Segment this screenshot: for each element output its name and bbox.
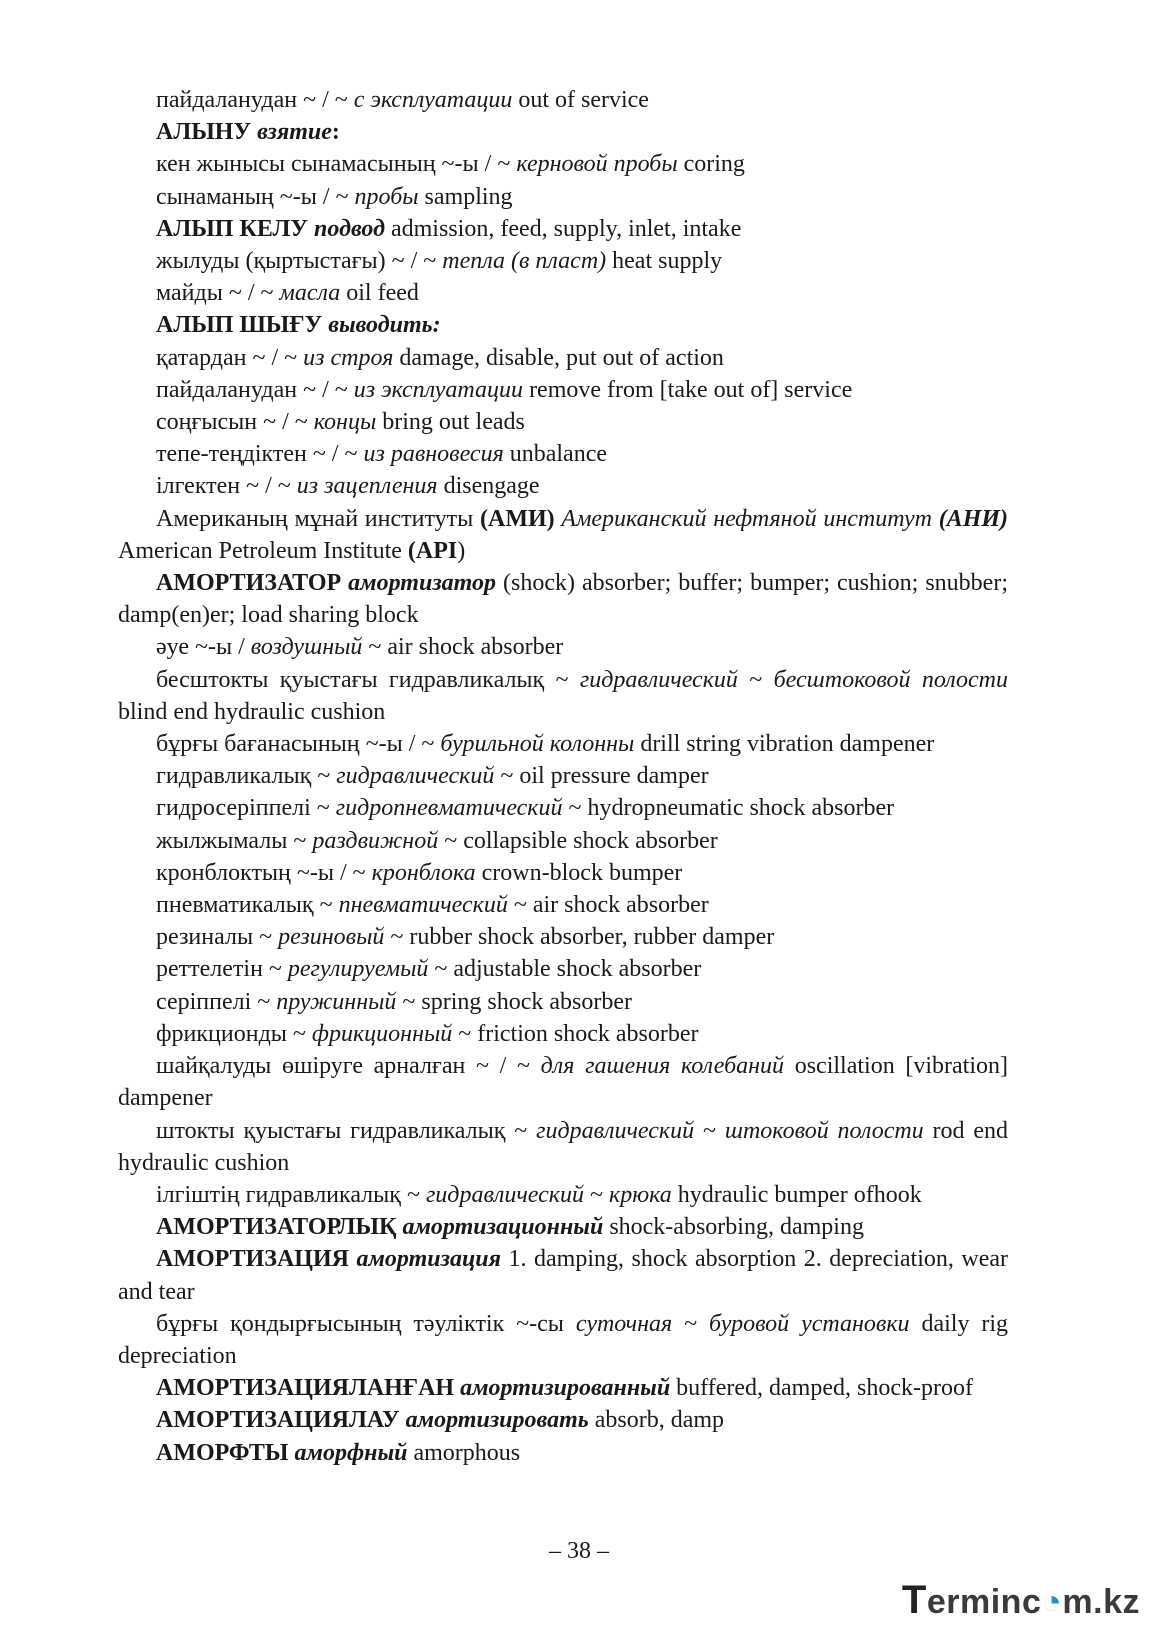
entry-text: damage, disable, put out of action (393, 344, 724, 371)
entry-text: rod end hydraulic cushion (118, 1117, 1009, 1176)
watermark-suffix: m.kz (1062, 1583, 1140, 1621)
entry-text: ) (457, 537, 466, 564)
entry-text: бұрғы бағанасының ~-ы / ~ (156, 731, 441, 758)
entry-text: ~ (694, 1117, 725, 1144)
entry-russian-term: крюка (608, 1181, 672, 1208)
entry-headword: АМОРТИЗАЦИЯЛАУ (156, 1407, 406, 1434)
entry-headword: (АМИ) (480, 505, 555, 532)
entry-text: бұрғы қондырғысының тәуліктік ~-сы (156, 1310, 576, 1337)
entry-headword: АМОРТИЗАТОРЛЫҚ (156, 1214, 403, 1241)
entry-russian-term: концы (313, 409, 377, 436)
entry-text: фрикционды ~ (156, 1020, 312, 1047)
dictionary-entry (118, 374, 1008, 406)
entry-text: әуе ~-ы / (156, 634, 251, 661)
entry-headword: АМОРТИЗАЦИЯ (156, 1246, 357, 1273)
dictionary-entry (118, 1243, 1008, 1307)
entry-headword: АМОРТИЗАТОР (156, 570, 349, 597)
entry-headword: подвод (314, 215, 385, 242)
entry-text: реттелетін ~ (156, 956, 288, 983)
entry-text: ~ (737, 666, 774, 693)
entry-headword: (API (407, 537, 458, 564)
entry-text: ілгіштің гидравликалық ~ (156, 1181, 426, 1208)
dictionary-entry (118, 245, 1008, 277)
entry-russian-term: раздвижной (312, 827, 439, 854)
entry-russian-term: из эксплуатации (353, 376, 524, 403)
entry-text: сынаманың ~-ы / ~ (156, 183, 355, 210)
dictionary-entry (118, 277, 1008, 309)
entry-text: bring out leads (376, 409, 525, 436)
dictionary-entry (118, 728, 1008, 760)
entry-text: 1. damping, shock absorption 2. depreciation, wear and tear (118, 1246, 1008, 1305)
entry-russian-term: гидравлический (579, 666, 738, 693)
entry-headword: АЛЫНУ (156, 119, 258, 146)
entry-headword: АЛЫП ШЫҒУ (156, 312, 329, 339)
entry-russian-term: тепла (в пласт) (442, 248, 607, 275)
dictionary-entry (118, 1115, 1008, 1179)
entry-text: пневматикалық ~ (156, 892, 339, 919)
entry-text: ~ (672, 1310, 709, 1337)
dictionary-entry (118, 342, 1008, 374)
entry-text: ~ air shock absorber (507, 892, 709, 919)
entry-russian-term: воздушный (250, 634, 363, 661)
entry-headword: амортизационный (402, 1214, 604, 1241)
entry-text: hydraulic bumper ofhook (671, 1181, 922, 1208)
dictionary-entry (118, 825, 1008, 857)
entry-text: майды ~ / ~ (156, 280, 280, 307)
dictionary-entry (118, 1211, 1008, 1243)
dictionary-entry (118, 438, 1008, 470)
entry-headword: АМОРТИЗАЦИЯЛАНҒАН (156, 1375, 461, 1402)
entry-text: пайдаланудан ~ / ~ (156, 376, 354, 403)
entry-text: ілгектен ~ / ~ (156, 473, 297, 500)
entry-russian-term: гидравлический (536, 1117, 695, 1144)
entry-text: unbalance (503, 441, 607, 468)
dictionary-entry (118, 921, 1008, 953)
entry-text: жылжымалы ~ (156, 827, 313, 854)
entry-russian-term: фрикционный (311, 1020, 453, 1047)
entry-headword: аморфный (294, 1439, 408, 1466)
entry-text: remove from [take out of] service (523, 376, 853, 403)
dictionary-entry (118, 309, 1008, 341)
entry-russian-term: гидравлический (425, 1181, 584, 1208)
entry-text: ~ friction shock absorber (452, 1020, 699, 1047)
entry-text: соңғысын ~ / ~ (156, 409, 314, 436)
dictionary-entry (118, 889, 1008, 921)
dictionary-entry (118, 181, 1008, 213)
dictionary-entry (118, 148, 1008, 180)
dictionary-entry (118, 470, 1008, 502)
entry-text: daily rig depreciation (118, 1310, 1009, 1369)
entry-text: Американың мұнай институты (156, 505, 481, 532)
entry-text: жылуды (қыртыстағы) ~ / ~ (156, 248, 443, 275)
entry-headword: амортизировать (405, 1407, 589, 1434)
entry-russian-term: суточная (575, 1310, 673, 1337)
entry-text: бесштокты қуыстағы гидравликалық ~ (156, 666, 580, 693)
entry-russian-term: керновой пробы (516, 151, 678, 178)
entry-text: oscillation [vibration] dampener (118, 1053, 1009, 1112)
entry-headword: АЛЫП КЕЛУ (156, 215, 315, 242)
watermark-swoosh-icon: ◔ (1041, 1583, 1063, 1621)
entry-text: coring (677, 151, 745, 178)
entry-russian-term: бесштоковой полости (773, 666, 1008, 693)
entry-russian-term: буровой установки (708, 1310, 910, 1337)
entry-russian-term: гидравлический (336, 763, 495, 790)
entry-russian-term: резиновый (278, 924, 385, 951)
dictionary-entry (118, 1308, 1008, 1372)
entry-text: ~ adjustable shock absorber (428, 956, 702, 983)
entry-russian-term: пружинный (276, 988, 397, 1015)
dictionary-entry (118, 857, 1008, 889)
termincom-watermark-logo (902, 1578, 1140, 1623)
entry-headword: : (331, 119, 340, 146)
entry-text: ~ oil pressure damper (494, 763, 709, 790)
entry-russian-term: Американский нефтяной институт (561, 505, 939, 532)
entry-text: серіппелі ~ (156, 988, 277, 1015)
entry-russian-term: из зацепления (296, 473, 438, 500)
dictionary-entry (118, 986, 1008, 1018)
entry-russian-term: бурильной колонны (440, 731, 635, 758)
entry-text: (shock) absorber; buffer; bumper; cushion; snubber; damp(en)er; load sharing block (118, 570, 1008, 629)
dictionary-entry (118, 631, 1008, 663)
dictionary-entry (118, 1050, 1008, 1114)
entry-text: резиналы ~ (156, 924, 279, 951)
entry-russian-term: кронблока (371, 859, 476, 886)
dictionary-entry (118, 1018, 1008, 1050)
entry-russian-term: масла (279, 280, 341, 307)
entry-text: absorb, damp (588, 1407, 725, 1434)
entry-russian-term: штоковой полости (724, 1117, 924, 1144)
entry-headword: выводить: (328, 312, 441, 339)
entry-headword: амортизация (356, 1246, 502, 1273)
entry-text: кен жынысы сынамасының ~-ы / ~ (156, 151, 517, 178)
entry-text: disengage (437, 473, 540, 500)
entry-text: admission, feed, supply, inlet, intake (384, 215, 742, 242)
dictionary-entry (118, 84, 1008, 116)
entry-text: тепе-теңдіктен ~ / ~ (156, 441, 364, 468)
entry-russian-term: гидропневматический (335, 795, 563, 822)
entry-text: штокты қуыстағы гидравликалық ~ (156, 1117, 537, 1144)
dictionary-entry (118, 953, 1008, 985)
entry-text: гидросеріппелі ~ (156, 795, 336, 822)
entry-text: heat supply (606, 248, 723, 275)
dictionary-entry (118, 1179, 1008, 1211)
entry-text: crown-block bumper (475, 859, 683, 886)
entry-text: ~ spring shock absorber (396, 988, 632, 1015)
entry-russian-term: из строя (303, 344, 394, 371)
entry-russian-term: пробы (354, 183, 419, 210)
entry-text: buffered, damped, shock-proof (670, 1375, 973, 1402)
entry-text: ~ (584, 1181, 609, 1208)
dictionary-entry (118, 1404, 1008, 1436)
entry-text: қатардан ~ / ~ (156, 344, 304, 371)
entry-russian-term: пневматический (338, 892, 508, 919)
dictionary-entry (118, 503, 1008, 567)
entry-text: кронблоктың ~-ы / ~ (156, 859, 372, 886)
dictionary-entry (118, 1437, 1008, 1469)
entry-text: ~ hydropneumatic shock absorber (562, 795, 895, 822)
entry-text: blind end hydraulic cushion (118, 698, 386, 725)
entry-headword: взятие (257, 119, 332, 146)
watermark-middle: erminc (926, 1583, 1042, 1621)
entry-text: sampling (418, 183, 513, 210)
dictionary-entry (118, 1372, 1008, 1404)
entry-text: гидравликалық ~ (156, 763, 337, 790)
entry-russian-term: из равновесия (363, 441, 504, 468)
entry-text: ~ rubber shock absorber, rubber damper (384, 924, 775, 951)
page-number: – 38 – (549, 1538, 609, 1564)
dictionary-entry (118, 760, 1008, 792)
entry-text: пайдаланудан ~ / ~ (156, 87, 354, 113)
dictionary-entries (118, 84, 1008, 1469)
dictionary-entry (118, 664, 1008, 728)
entry-headword: амортизированный (460, 1375, 671, 1402)
entry-text: шайқалуды өшіруге арналған ~ / ~ (156, 1053, 541, 1080)
entry-headword: АМОРФТЫ (156, 1439, 295, 1466)
dictionary-entry (118, 567, 1008, 631)
entry-russian-term: регулируемый (287, 956, 429, 983)
watermark-prefix: T (901, 1578, 927, 1622)
entry-headword: (АНИ) (938, 505, 1009, 532)
dictionary-entry (118, 213, 1008, 245)
entry-headword: амортизатор (348, 570, 497, 597)
entry-text: American Petroleum Institute (118, 537, 408, 564)
entry-text: amorphous (407, 1439, 521, 1466)
entry-text: drill string vibration dampener (634, 731, 935, 758)
entry-russian-term: для гашения колебаний (540, 1053, 785, 1080)
entry-text: ~ air shock absorber (362, 634, 564, 661)
entry-text: ~ collapsible shock absorber (438, 827, 718, 854)
entry-russian-term: с эксплуатации (353, 87, 513, 113)
entry-text: shock-absorbing, damping (603, 1214, 864, 1241)
entry-text: oil feed (340, 280, 419, 307)
dictionary-entry (118, 116, 1008, 148)
dictionary-entry (118, 406, 1008, 438)
entry-text: out of service (512, 87, 649, 113)
dictionary-entry (118, 792, 1008, 824)
